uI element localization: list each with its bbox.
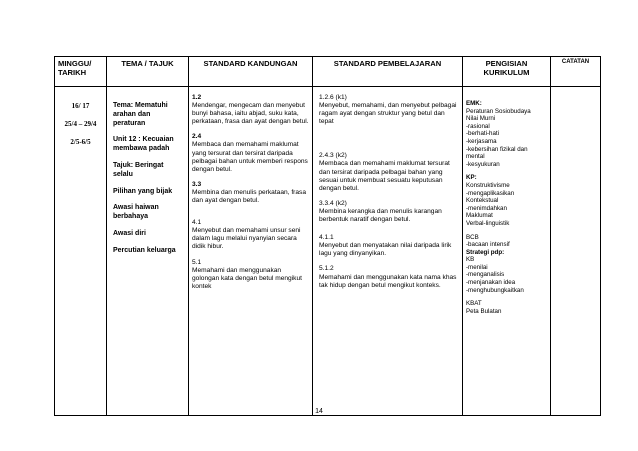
strategi-item: -menjanakan idea bbox=[466, 279, 516, 287]
subtopic: Awasi haiwan berbahaya bbox=[113, 204, 159, 221]
strategi-item: -menghubungkaitkan bbox=[466, 286, 524, 294]
kp-item: -mengaplikasikan bbox=[466, 189, 515, 197]
header-pengisian: PENGISIAN KURIKULUM bbox=[463, 57, 551, 87]
header-catatan: CATATAN bbox=[551, 57, 601, 87]
emk-item: -kebersihan fizikal dan mental bbox=[466, 145, 528, 161]
sk-text: Menyebut dan memahami unsur seni dalam lagu melalui nyanyian secara didik hibur. bbox=[192, 227, 301, 251]
emk-item: -kerjasama bbox=[466, 137, 497, 145]
standard-kandungan-cell bbox=[189, 87, 313, 416]
emk-item: -kesyukuran bbox=[466, 160, 500, 168]
strategi-list bbox=[466, 256, 547, 294]
kp-label: KP: bbox=[466, 174, 477, 182]
header-standard-kandungan: STANDARD KANDUNGAN bbox=[189, 57, 313, 87]
emk-item: Nilai Murni bbox=[466, 115, 496, 123]
emk-item: -rasional bbox=[466, 122, 490, 130]
sk-code: 4.1 bbox=[192, 219, 202, 227]
lesson-plan-table bbox=[54, 56, 601, 416]
unit-title: Unit 12 : Kecuaian membawa padah bbox=[113, 136, 174, 153]
subtopic: Awasi diri bbox=[113, 229, 146, 237]
sp-code: 4.1.1 bbox=[319, 234, 334, 242]
tajuk-title: Tajuk: Beringat selalu bbox=[113, 161, 164, 178]
sp-text: Memahami dan menggunakan kata nama khas tak hidup dengan betul mengikut konteks. bbox=[319, 273, 457, 289]
sp-text: Membina kerangka dan menulis karangan berbentuk naratif dengan betul. bbox=[319, 207, 442, 224]
header-minggu: MINGGU/ TARIKH bbox=[55, 57, 107, 87]
strategi-item: KB bbox=[466, 256, 475, 264]
sk-code: 2.4 bbox=[192, 133, 202, 141]
table-header-row bbox=[55, 57, 601, 87]
minggu-date-1: 25/4 – 29/4 bbox=[64, 120, 97, 128]
tema-cell bbox=[107, 87, 189, 416]
kp-item: Kontekstual bbox=[466, 197, 499, 205]
sk-text: Memahami dan menggunakan golongan kata dengan betul mengikut kontek bbox=[192, 266, 302, 290]
kbat-item: Peta Bulatan bbox=[466, 307, 502, 315]
bcb-label: BCB bbox=[466, 233, 479, 241]
kp-item: -menimdahkan bbox=[466, 204, 507, 212]
emk-item: Peraturan Sosiobudaya bbox=[466, 107, 531, 115]
sp-code: 5.1.2 bbox=[319, 265, 334, 273]
minggu-date-2: 2/5-6/5 bbox=[70, 138, 91, 146]
sk-code: 1.2 bbox=[192, 94, 202, 101]
minggu-cell bbox=[55, 87, 107, 416]
sk-code: 3.3 bbox=[192, 180, 202, 188]
sp-code: 1.2.6 (k1) bbox=[319, 94, 347, 101]
bcb-item: -bacaan intensif bbox=[466, 241, 510, 249]
standard-pembelajaran-cell bbox=[313, 87, 463, 416]
subtopic: Percutian keluarga bbox=[113, 246, 176, 254]
kp-item: Maklumat bbox=[466, 212, 493, 220]
sk-code: 5.1 bbox=[192, 258, 202, 266]
tema-title: Tema: Mematuhi arahan dan peraturan bbox=[113, 102, 168, 127]
minggu-number: 16/ 17 bbox=[71, 102, 90, 110]
sp-code: 2.4.3 (k2) bbox=[319, 152, 347, 160]
kbat-label: KBAT bbox=[466, 300, 482, 308]
sp-text: Membaca dan memahami maklumat tersurat dan tersirat daripada pelbagai bahan yang sesuai untuk membuat sesuatu keputusan dengan betul. bbox=[319, 160, 450, 192]
table-row bbox=[55, 87, 601, 416]
strategi-label: Strategi pdp: bbox=[466, 248, 505, 256]
kp-list bbox=[466, 182, 547, 228]
subtopic: Pilihan yang bijak bbox=[113, 187, 173, 195]
sk-text: Membaca dan memahami maklumat yang tersurat dan tersirat daripada pelbagai bahan untuk memberi respons dengan betul. bbox=[192, 141, 308, 173]
emk-list bbox=[466, 108, 547, 169]
kp-item: Konstruktivisme bbox=[466, 181, 510, 189]
pengisian-cell bbox=[463, 87, 551, 416]
emk-item: -berhati-hati bbox=[466, 130, 500, 138]
sk-text: Mendengar, mengecam dan menyebut bunyi bahasa, iaitu abjad, suku kata, perkataan, frasa dan ayat dengan betul. bbox=[192, 102, 309, 126]
strategi-item: -menilai bbox=[466, 263, 488, 271]
sp-code: 3.3.4 (k2) bbox=[319, 199, 347, 207]
sp-text: Menyebut dan menyatakan nilai daripada lirik lagu yang dinyanyikan. bbox=[319, 242, 452, 258]
sk-text: Membina dan menulis perkataan, frasa dan ayat dengan betul. bbox=[192, 188, 306, 205]
strategi-item: -menganalisis bbox=[466, 271, 505, 279]
header-standard-pembelajaran: STANDARD PEMBELAJARAN bbox=[313, 57, 463, 87]
sp-text: Menyebut, memahami, dan menyebut pelbagai ragam ayat dengan struktur yang betul dan tepat bbox=[319, 102, 457, 126]
kp-item: Verbal-linguistik bbox=[466, 219, 510, 227]
catatan-cell bbox=[551, 87, 601, 416]
emk-label: EMK: bbox=[466, 100, 482, 107]
header-tema: TEMA / TAJUK bbox=[107, 57, 189, 87]
page-number: 14 bbox=[315, 408, 323, 415]
